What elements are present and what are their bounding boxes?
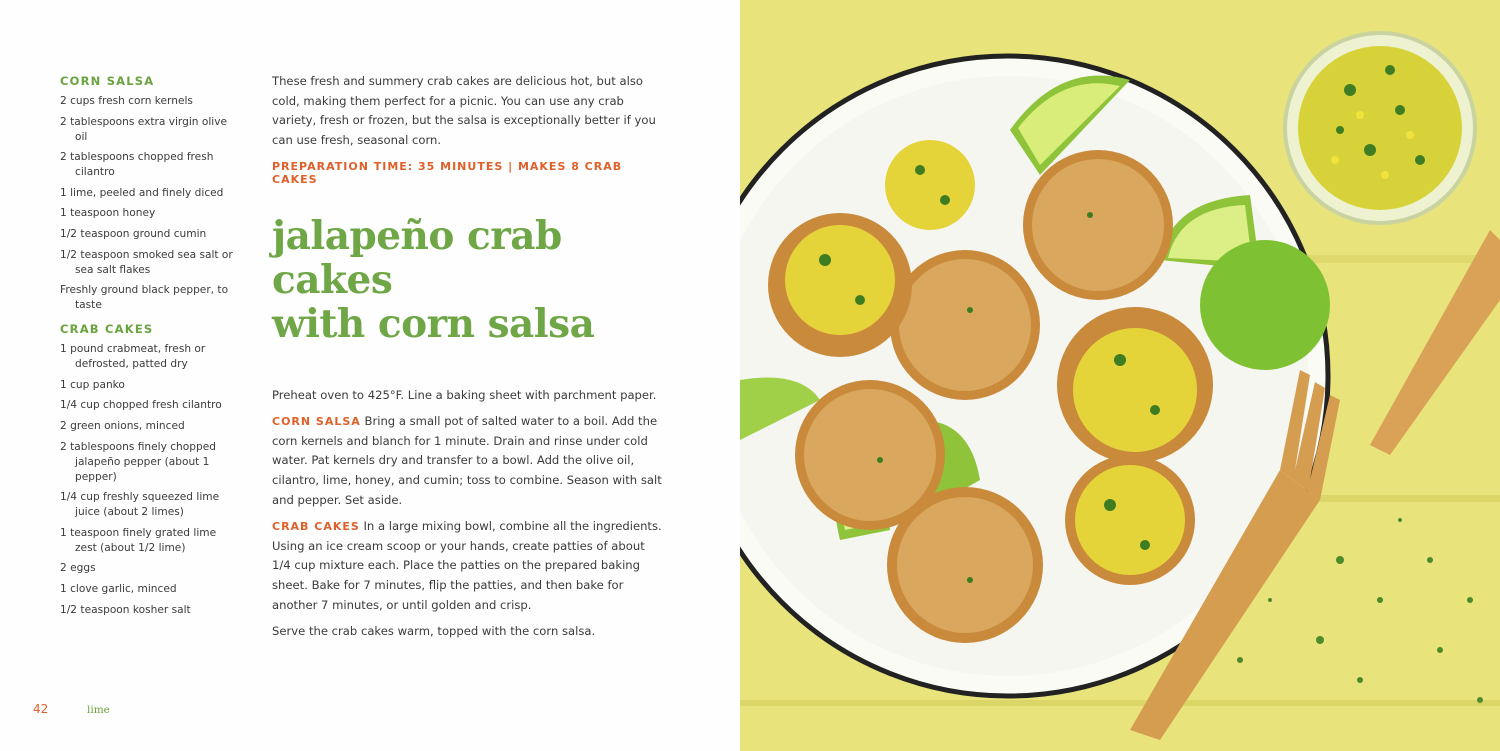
recipe-title-line-2: with corn salsa [272, 300, 595, 347]
plank-seam [740, 700, 1500, 706]
ingredient-item: 1/4 cup freshly squeezed lime juice (about 2 limes) [60, 491, 220, 519]
ingredient-item: 1/2 teaspoon smoked sea salt or sea salt flakes [60, 248, 233, 276]
method-step-2 [272, 412, 667, 511]
recipe-main-column [272, 72, 667, 648]
method-step-2-lead: CORN SALSA [272, 415, 361, 429]
running-head: lime [87, 704, 110, 716]
salsa-bowl [1285, 33, 1475, 223]
recipe-text-page [0, 0, 740, 751]
recipe-title [272, 214, 667, 346]
method-step-1: Preheat oven to 425°F. Line a baking sheet with parchment paper. [272, 387, 657, 402]
ingredient-item: 1/2 teaspoon kosher salt [60, 603, 191, 616]
corn-salsa-ingredient-list [60, 94, 235, 313]
ingredient-item: 2 green onions, minced [60, 419, 185, 432]
method-step-3-text: In a large mixing bowl, combine all the ingredients. Using an ice cream scoop or your hands, create patties of about 1/4 cup mixture each. Place the patties on the prepared baking sheet. Bake for 7 minutes, flip the patties, and then bake for another 7 minutes, or until golden and crisp. [272, 519, 662, 612]
method-step-4: Serve the crab cakes warm, topped with the corn salsa. [272, 624, 596, 639]
ingredient-item: 2 tablespoons chopped fresh cilantro [60, 151, 214, 179]
crab-cakes-heading: CRAB CAKES [60, 322, 154, 337]
ingredient-item: 1 pound crabmeat, fresh or defrosted, patted dry [60, 343, 206, 371]
ingredient-item: 1 cup panko [60, 378, 125, 391]
recipe-intro: These fresh and summery crab cakes are delicious hot, but also cold, making them perfect for a picnic. You can use any crab variety, fresh or frozen, but the salsa is exceptionally better if you can use fresh, seasonal corn. [272, 74, 656, 148]
method [272, 386, 667, 642]
recipe-meta: PREPARATION TIME: 35 MINUTES | MAKES 8 CRAB CAKES [272, 159, 623, 186]
corn-salsa-heading: CORN SALSA [60, 74, 155, 88]
ingredient-item: 2 tablespoons extra virgin olive oil [60, 115, 228, 143]
page-number: 42 [33, 702, 49, 716]
ingredient-item: 2 tablespoons finely chopped jalapeño pepper (about 1 pepper) [60, 440, 216, 483]
ingredient-item: 1 lime, peeled and finely diced [60, 186, 224, 199]
ingredients-column [60, 74, 235, 623]
ingredient-item: 2 cups fresh corn kernels [60, 95, 193, 107]
crab-cakes-ingredient-list [60, 342, 235, 617]
recipe-title-line-1: jalapeño crab cakes [272, 212, 562, 303]
ingredient-item: 1 clove garlic, minced [60, 582, 177, 595]
crab-cakes-photo [740, 0, 1500, 751]
ingredient-item: 2 eggs [60, 562, 96, 575]
ingredient-item: 1 teaspoon finely grated lime zest (about 1/2 lime) [60, 526, 217, 554]
ingredient-item: 1 teaspoon honey [60, 207, 156, 220]
ingredient-item: 1/4 cup chopped fresh cilantro [60, 399, 222, 412]
method-step-3 [272, 517, 667, 616]
method-step-3-lead: CRAB CAKES [272, 520, 360, 534]
ingredient-item: 1/2 teaspoon ground cumin [60, 227, 207, 240]
food-photo-page [740, 0, 1500, 751]
ingredient-item: Freshly ground black pepper, to taste [60, 284, 229, 312]
method-step-2-text: Bring a small pot of salted water to a boil. Add the corn kernels and blanch for 1 minute. Drain and rinse under cold water. Pat kernels dry and transfer to a bowl. Add the olive oil, cilantro, lime, honey, and cumin; toss to combine. Season with salt and pepper. Set aside. [272, 414, 662, 507]
